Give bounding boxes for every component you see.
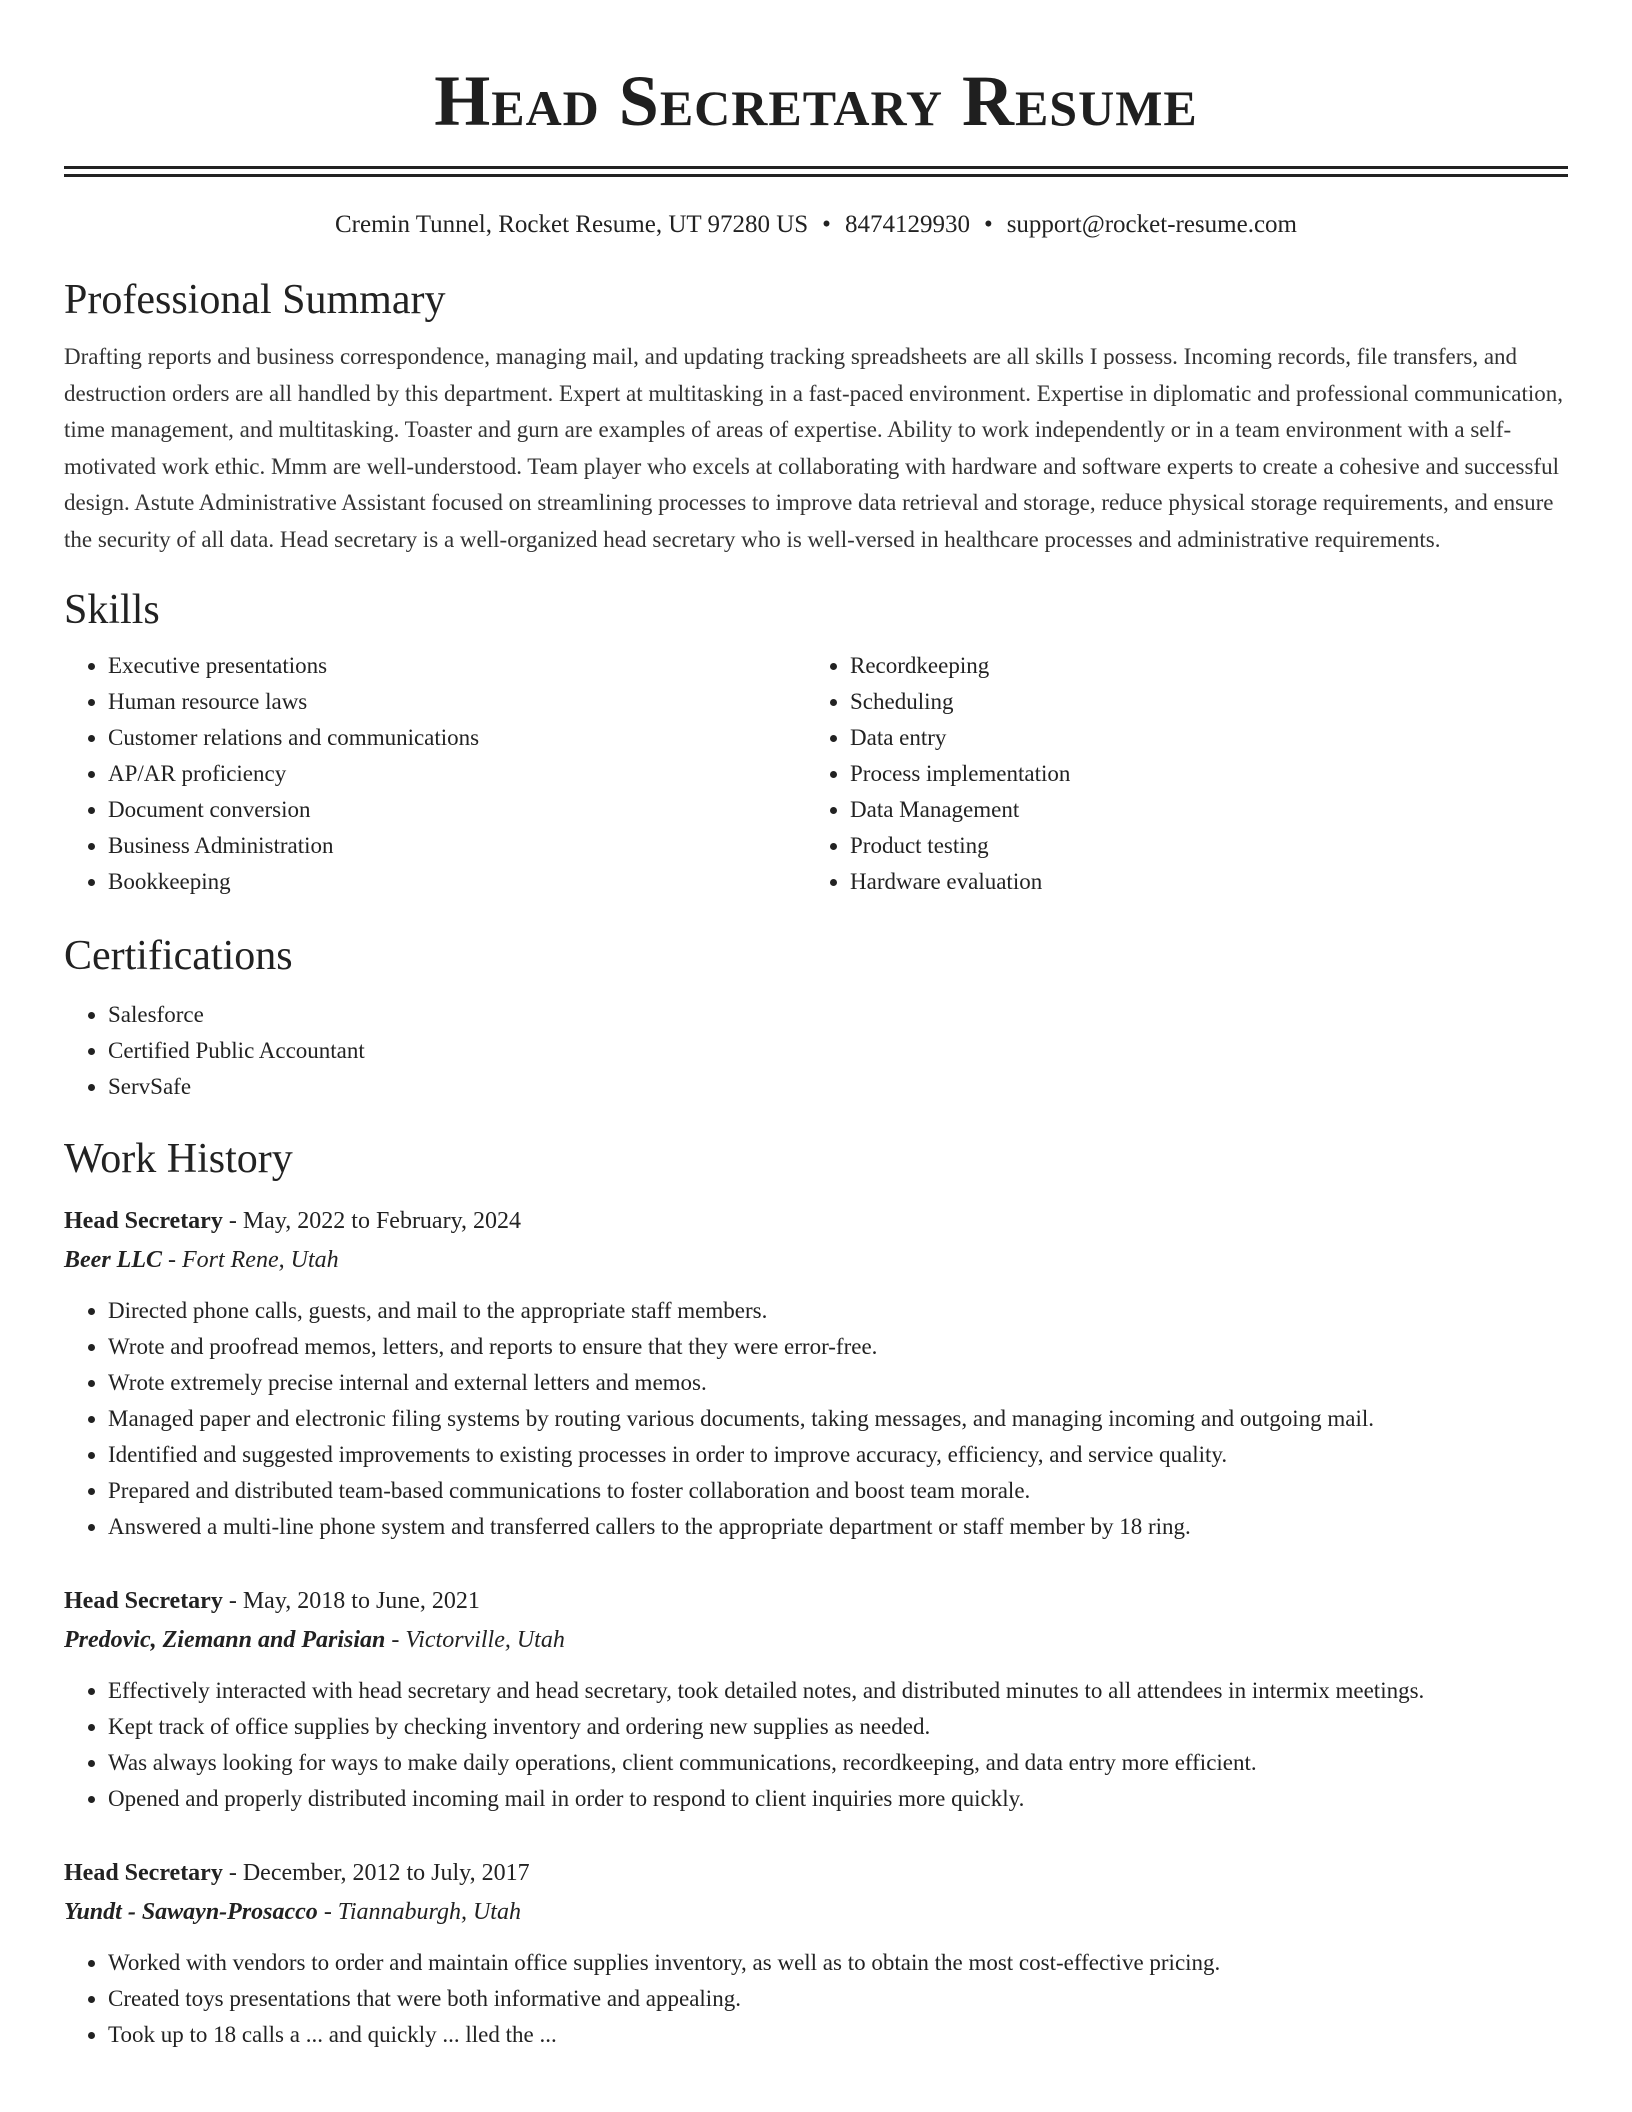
job-bullet: • Identified and suggested improvements to existing processes in order to improve accuracy, efficiency, and service quality. — [108, 1437, 1568, 1473]
job-bullet: • Wrote extremely precise internal and external letters and memos. — [108, 1365, 1568, 1401]
job-entry — [64, 1853, 1568, 2053]
job-bullets — [64, 1673, 1568, 1817]
job-bullet: • Took up to 18 calls a ... and quickly ... lled the ... — [108, 2017, 1568, 2053]
job-bullet: • Opened and properly distributed incoming mail in order to respond to client inquiries more quickly. — [108, 1781, 1568, 1817]
skill-item: • AP/AR proficiency — [108, 756, 806, 792]
company-name: Beer LLC — [64, 1247, 162, 1273]
certification-item: • Salesforce — [108, 997, 1568, 1033]
job-bullets — [64, 1945, 1568, 2053]
contact-separator: • — [983, 211, 993, 238]
skills-section — [64, 584, 1568, 900]
contact-phone: 8474129930 — [844, 211, 970, 238]
resume-title: Head Secretary Resume — [434, 61, 1198, 141]
company-line — [64, 1893, 1568, 1931]
skills-right-list — [806, 648, 1548, 900]
job-bullet: • Managed paper and electronic filing systems by routing various documents, taking messages, and managing incoming and outgoing mail. — [108, 1401, 1568, 1437]
skills-left-list — [64, 648, 806, 900]
skill-item: • Product testing — [850, 828, 1548, 864]
job-dates: - December, 2012 to July, 2017 — [228, 1860, 530, 1886]
certification-item: • Certified Public Accountant — [108, 1033, 1568, 1069]
skill-item: • Document conversion — [108, 792, 806, 828]
job-title: Head Secretary — [64, 1860, 223, 1886]
contact-line — [0, 209, 1632, 241]
job-entry — [64, 1581, 1568, 1817]
skill-item: • Hardware evaluation — [850, 864, 1548, 900]
job-bullet: • Answered a multi-line phone system and transferred callers to the appropriate department or staff member by 18 ring. — [108, 1509, 1568, 1545]
job-bullet: • Directed phone calls, guests, and mail to the appropriate staff members. — [108, 1293, 1568, 1329]
title-double-rule — [64, 166, 1568, 177]
company-name: Predovic, Ziemann and Parisian — [64, 1627, 386, 1653]
job-title-line — [64, 1581, 1568, 1621]
skill-item: • Data entry — [850, 720, 1548, 756]
company-location: - Tiannaburgh, Utah — [323, 1899, 521, 1925]
job-bullet: • Was always looking for ways to make daily operations, client communications, recordkeeping, and data entry more efficient. — [108, 1745, 1568, 1781]
job-dates: - May, 2022 to February, 2024 — [228, 1208, 522, 1234]
job-bullet: • Prepared and distributed team-based communications to foster collaboration and boost team morale. — [108, 1473, 1568, 1509]
skills-columns — [64, 648, 1568, 900]
skills-heading: Skills — [64, 587, 160, 633]
contact-email: support@rocket-resume.com — [1006, 211, 1297, 238]
certifications-heading: Certifications — [64, 933, 293, 979]
job-bullet: • Created toys presentations that were both informative and appealing. — [108, 1981, 1568, 2017]
skill-item: • Executive presentations — [108, 648, 806, 684]
job-title-line — [64, 1201, 1568, 1241]
job-bullet: • Kept track of office supplies by checking inventory and ordering new supplies as needed. — [108, 1709, 1568, 1745]
skill-item: • Process implementation — [850, 756, 1548, 792]
contact-address: Cremin Tunnel, Rocket Resume, UT 97280 US — [335, 211, 809, 238]
job-bullet: • Worked with vendors to order and maintain office supplies inventory, as well as to obtain the most cost-effective pricing. — [108, 1945, 1568, 1981]
job-entry — [64, 1201, 1568, 1545]
work-history-section — [64, 1133, 1568, 2053]
company-location: - Fort Rene, Utah — [167, 1247, 339, 1273]
certifications-section — [64, 930, 1568, 1105]
skill-item: • Data Management — [850, 792, 1548, 828]
job-bullets — [64, 1293, 1568, 1545]
job-bullet: • Wrote and proofread memos, letters, and reports to ensure that they were error-free. — [108, 1329, 1568, 1365]
skill-item: • Customer relations and communications — [108, 720, 806, 756]
summary-text: Drafting reports and business correspondence, managing mail, and updating tracking spreadsheets are all skills I possess. Incoming records, file transfers, and destruction orders are all handled by this department. Expert at multitasking in a fast-paced environment. Expertise in diplomatic and professional communication, time management, and multitasking. Toaster and gurn are examples of areas of expertise. Ability to work independently or in a team environment with a self-motivated work ethic. Mmm are well-understood. Team player who excels at collaborating with hardware and software experts to create a cohesive and successful design. Astute Administrative Assistant focused on streamlining processes to improve data retrieval and storage, reduce physical storage requirements, and ensure the security of all data. Head secretary is a well-organized head secretary who is well-versed in healthcare processes and administrative requirements. — [64, 344, 1564, 552]
job-dates: - May, 2018 to June, 2021 — [228, 1588, 480, 1614]
company-line — [64, 1621, 1568, 1659]
summary-section — [64, 274, 1568, 558]
company-line — [64, 1241, 1568, 1279]
certification-item: • ServSafe — [108, 1069, 1568, 1105]
skill-item: • Human resource laws — [108, 684, 806, 720]
summary-heading: Professional Summary — [64, 277, 446, 323]
company-location: - Victorville, Utah — [391, 1627, 565, 1653]
work-history-heading: Work History — [64, 1136, 293, 1182]
job-title-line — [64, 1853, 1568, 1893]
skills-left-column — [64, 648, 806, 900]
skill-item: • Scheduling — [850, 684, 1548, 720]
job-title: Head Secretary — [64, 1208, 223, 1234]
skill-item: • Recordkeeping — [850, 648, 1548, 684]
skill-item: • Business Administration — [108, 828, 806, 864]
job-bullet: • Effectively interacted with head secretary and head secretary, took detailed notes, and distributed minutes to all attendees in intermix meetings. — [108, 1673, 1568, 1709]
skill-item: • Bookkeeping — [108, 864, 806, 900]
certifications-list — [64, 997, 1568, 1105]
contact-separator: • — [822, 211, 831, 238]
job-title: Head Secretary — [64, 1588, 223, 1614]
company-name: Yundt - Sawayn-Prosacco — [64, 1899, 318, 1925]
skills-right-column — [806, 648, 1548, 900]
